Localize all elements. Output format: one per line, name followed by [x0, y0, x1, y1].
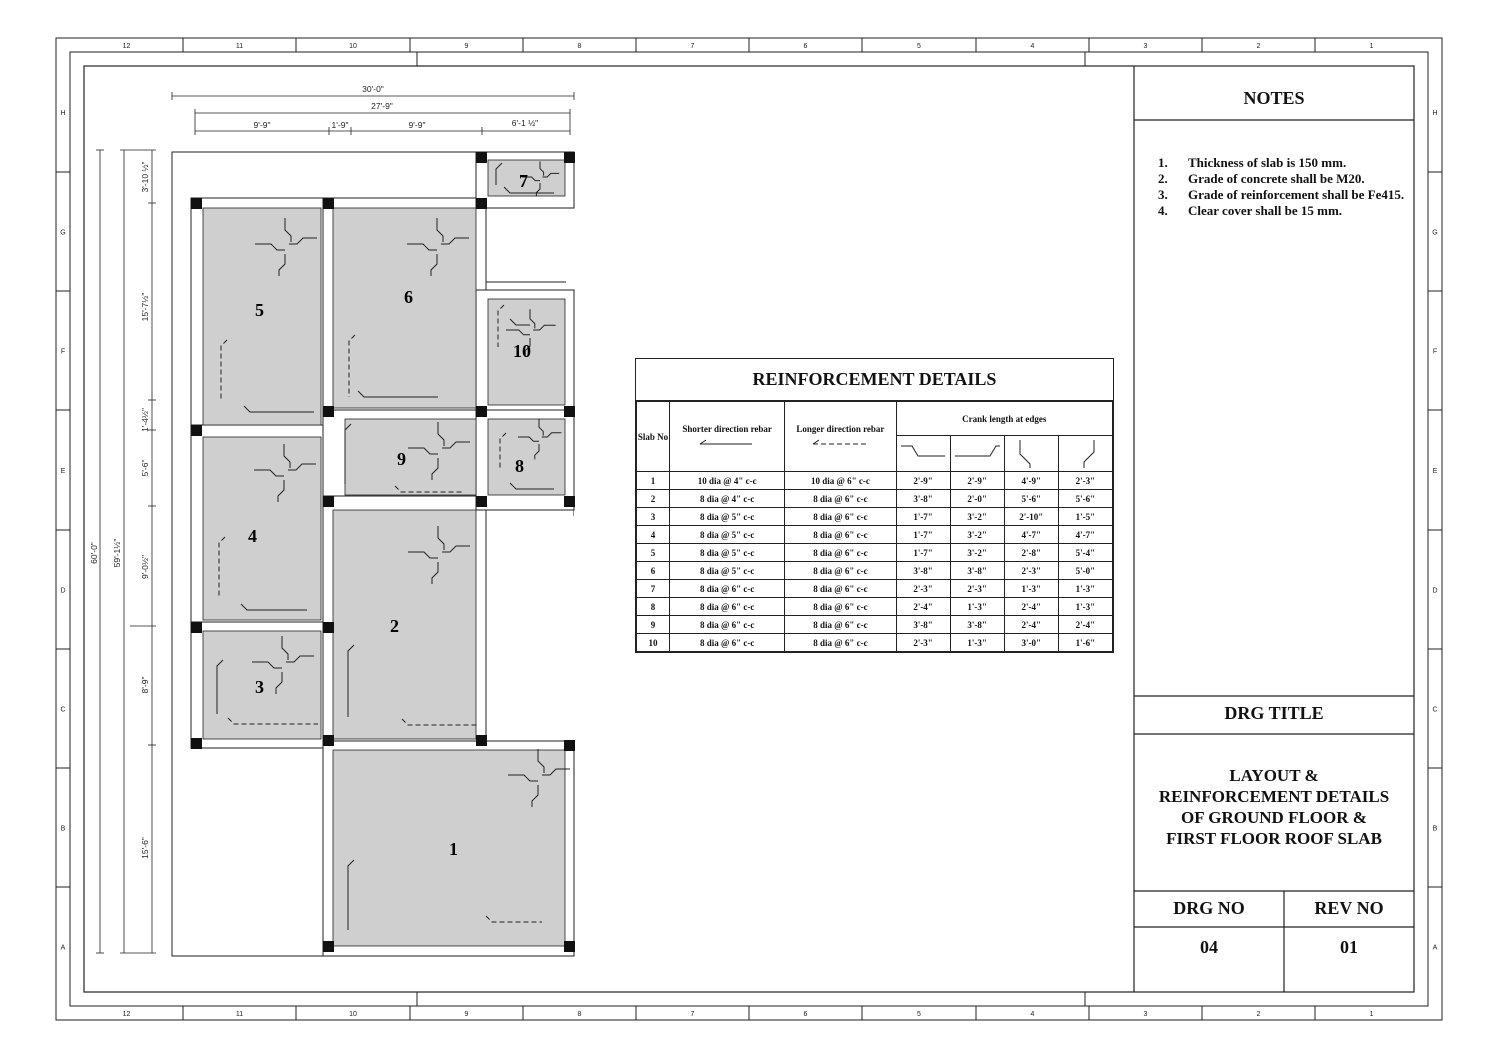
drawing-title: LAYOUT & REINFORCEMENT DETAILS OF GROUND FLOOR & FIRST FLOOR ROOF SLAB: [1158, 766, 1390, 848]
table-cell: 4'-9": [1004, 472, 1058, 490]
column: [323, 941, 334, 952]
grid-col-label: 5: [917, 43, 921, 50]
table-cell: 2: [637, 490, 670, 508]
table-cell: 8 dia @ 6" c-c: [670, 634, 785, 652]
grid-row-label: G: [60, 229, 66, 237]
table-cell: 8 dia @ 6" c-c: [785, 580, 896, 598]
grid-col-label: 4: [1030, 43, 1035, 50]
grid-row-label: A: [60, 944, 66, 952]
note-item: 1. Thickness of slab is 150 mm.: [1158, 155, 1347, 170]
table-cell: 1'-3": [1058, 598, 1112, 616]
table-cell: 5'-6": [1004, 490, 1058, 508]
grid-col-label: 12: [122, 1011, 131, 1018]
reinforcement-table-title: REINFORCEMENT DETAILS: [636, 359, 1113, 401]
grid-col-label: 10: [349, 1011, 357, 1018]
header-slab-no: Slab No: [637, 402, 670, 472]
table-row: [637, 580, 1113, 598]
note-item: 4. Clear cover shall be 15 mm.: [1158, 203, 1343, 218]
grid-col-label: 10: [349, 43, 357, 50]
crank-top-icon: [1004, 436, 1058, 472]
crank-left-icon: [896, 436, 950, 472]
column: [564, 406, 575, 417]
grid-col-label: 3: [1143, 1011, 1148, 1018]
horizontal-dimensions: [172, 92, 574, 135]
slab-label-1: 1: [449, 839, 458, 859]
grid-row-label: D: [1432, 587, 1438, 595]
table-cell: 8 dia @ 5" c-c: [670, 526, 785, 544]
slab-label-10: 10: [513, 341, 531, 361]
table-cell: 8 dia @ 6" c-c: [785, 490, 896, 508]
table-cell: 8 dia @ 5" c-c: [670, 562, 785, 580]
table-cell: 10: [637, 634, 670, 652]
table-cell: 1'-3": [1058, 580, 1112, 598]
table-cell: 8 dia @ 6" c-c: [670, 598, 785, 616]
table-cell: 2'-3": [896, 580, 950, 598]
table-cell: 2'-4": [896, 598, 950, 616]
header-crank: Crank length at edges: [896, 402, 1112, 436]
table-cell: 2'-4": [1058, 616, 1112, 634]
dim-seg3: 9'-9": [408, 120, 426, 130]
rev-no-value: 01: [1340, 937, 1358, 957]
table-cell: 8 dia @ 4" c-c: [670, 490, 785, 508]
grid-col-label: 9: [464, 1011, 469, 1018]
table-cell: 2'-4": [1004, 616, 1058, 634]
table-cell: 2'-8": [1004, 544, 1058, 562]
slab-label-4: 4: [248, 526, 257, 546]
drg-no-label: DRG NO: [1173, 898, 1245, 918]
column: [564, 152, 575, 163]
table-row: [637, 616, 1113, 634]
table-cell: 2'-4": [1004, 598, 1058, 616]
column: [191, 622, 202, 633]
table-cell: 3'-8": [950, 616, 1004, 634]
slab-2: [333, 510, 476, 739]
grid-row-label: E: [60, 468, 66, 475]
drg-title-label: DRG TITLE: [1224, 703, 1324, 723]
table-row: [637, 544, 1113, 562]
table-cell: 5: [637, 544, 670, 562]
table-cell: 3: [637, 508, 670, 526]
dim-inner-width: 27'-9": [371, 101, 393, 111]
table-cell: 8 dia @ 6" c-c: [785, 634, 896, 652]
table-cell: 2'-9": [950, 472, 1004, 490]
column: [476, 735, 487, 746]
column: [323, 735, 334, 746]
table-cell: 1'-3": [950, 598, 1004, 616]
dim-h6: 8'-9": [140, 676, 150, 694]
grid-row-label: B: [60, 825, 66, 833]
grid-col-label: 4: [1030, 1011, 1035, 1018]
slab-label-7: 7: [519, 171, 528, 191]
slab-label-6: 6: [404, 287, 413, 307]
dim-h7: 15'-6": [140, 837, 150, 859]
table-cell: 2'-9": [896, 472, 950, 490]
dim-h4: 5'-6": [140, 459, 150, 477]
grid-row-label: A: [1432, 944, 1438, 952]
table-row: [637, 562, 1113, 580]
table-cell: 1'-5": [1058, 508, 1112, 526]
grid-row-label: F: [60, 348, 66, 356]
grid-col-label: 11: [235, 1011, 244, 1018]
table-cell: 2'-3": [896, 634, 950, 652]
reinforcement-grid: [636, 401, 1113, 652]
column: [476, 406, 487, 417]
table-cell: 2'-0": [950, 490, 1004, 508]
column: [476, 198, 487, 209]
dim-inner-height: 59'-1½": [112, 538, 122, 568]
table-cell: 8 dia @ 6" c-c: [785, 526, 896, 544]
table-cell: 8 dia @ 5" c-c: [670, 544, 785, 562]
table-cell: 1'-6": [1058, 634, 1112, 652]
column: [323, 198, 334, 209]
table-cell: 8 dia @ 6" c-c: [785, 508, 896, 526]
table-cell: 1: [637, 472, 670, 490]
drg-no-value: 04: [1200, 937, 1218, 957]
note-item: 2. Grade of concrete shall be M20.: [1158, 171, 1365, 186]
column: [323, 622, 334, 633]
grid-col-label: 6: [803, 1011, 808, 1018]
reinforcement-table: [635, 358, 1114, 653]
grid-col-label: 8: [577, 1011, 582, 1018]
slab-label-9: 9: [397, 449, 406, 469]
table-cell: 1'-7": [896, 508, 950, 526]
note-item: 3. Grade of reinforcement shall be Fe415.: [1158, 187, 1405, 202]
table-cell: 4'-7": [1004, 526, 1058, 544]
grid-col-label: 8: [577, 43, 582, 50]
grid-col-label: 7: [690, 43, 695, 50]
table-cell: 1'-3": [950, 634, 1004, 652]
grid-col-label: 2: [1256, 43, 1261, 50]
table-cell: 8 dia @ 6" c-c: [670, 580, 785, 598]
grid-row-label: C: [60, 706, 66, 714]
notes-list: [1158, 155, 1408, 219]
dim-h3: 1'-4½": [140, 407, 150, 433]
grid-col-label: 2: [1256, 1011, 1261, 1018]
table-cell: 8: [637, 598, 670, 616]
table-cell: 1'-7": [896, 526, 950, 544]
grid-row-label: G: [1432, 229, 1438, 237]
shorter-rebar-icon: [692, 434, 762, 448]
table-cell: 1'-7": [896, 544, 950, 562]
table-cell: 3'-2": [950, 544, 1004, 562]
table-row: [637, 508, 1113, 526]
grid-col-label: 9: [464, 43, 469, 50]
grid-row-label: F: [1432, 348, 1438, 356]
header-longer: Longer direction rebar: [785, 402, 896, 472]
grid-row-label: E: [1432, 468, 1438, 475]
notes-title: NOTES: [1243, 88, 1305, 108]
table-row: [637, 598, 1113, 616]
header-shorter: Shorter direction rebar: [670, 402, 785, 472]
table-cell: 10 dia @ 4" c-c: [670, 472, 785, 490]
table-cell: 5'-4": [1058, 544, 1112, 562]
table-cell: 6: [637, 562, 670, 580]
dim-h1: 3'-10 ½": [140, 161, 150, 193]
table-cell: 3'-0": [1004, 634, 1058, 652]
table-cell: 3'-8": [950, 562, 1004, 580]
table-cell: 2'-10": [1004, 508, 1058, 526]
table-row: [637, 490, 1113, 508]
column: [476, 152, 487, 163]
crank-bottom-icon: [1058, 436, 1112, 472]
column: [564, 740, 575, 751]
table-cell: 8 dia @ 6" c-c: [670, 616, 785, 634]
column: [564, 496, 575, 507]
table-cell: 5'-0": [1058, 562, 1112, 580]
grid-row-label: C: [1432, 706, 1438, 714]
longer-rebar-icon: [805, 434, 875, 448]
table-cell: 3'-8": [896, 616, 950, 634]
slab-9: [345, 419, 476, 495]
slab-label-3: 3: [255, 677, 264, 697]
table-cell: 2'-3": [1004, 562, 1058, 580]
dim-seg2: 1'-9": [331, 120, 349, 130]
grid-col-label: 1: [1369, 43, 1374, 50]
table-row: [637, 526, 1113, 544]
table-cell: 3'-2": [950, 508, 1004, 526]
table-row: [637, 634, 1113, 652]
column: [323, 406, 334, 417]
grid-col-label: 5: [917, 1011, 921, 1018]
grid-row-label: H: [1432, 110, 1438, 117]
column: [564, 941, 575, 952]
column: [191, 198, 202, 209]
table-cell: 3'-8": [896, 562, 950, 580]
table-cell: 10 dia @ 6" c-c: [785, 472, 896, 490]
table-cell: 8 dia @ 6" c-c: [785, 544, 896, 562]
table-cell: 4'-7": [1058, 526, 1112, 544]
table-cell: 7: [637, 580, 670, 598]
table-cell: 8 dia @ 5" c-c: [670, 508, 785, 526]
column: [476, 496, 487, 507]
grid-row-label: B: [1432, 825, 1438, 833]
column: [323, 496, 334, 507]
column: [191, 425, 202, 436]
rev-no-label: REV NO: [1314, 898, 1384, 918]
dim-seg4: 6'-1 ½": [511, 118, 539, 128]
grid-row-label: H: [60, 110, 66, 117]
grid-col-label: 1: [1369, 1011, 1374, 1018]
table-cell: 8 dia @ 6" c-c: [785, 562, 896, 580]
table-cell: 9: [637, 616, 670, 634]
grid-col-label: 3: [1143, 43, 1148, 50]
grid-col-label: 6: [803, 43, 808, 50]
table-cell: 2'-3": [950, 580, 1004, 598]
crank-right-icon: [950, 436, 1004, 472]
dim-overall-height: 60'-0": [89, 542, 99, 564]
slab-label-5: 5: [255, 300, 264, 320]
dim-overall-width: 30'-0": [362, 84, 384, 94]
grid-col-label: 12: [122, 43, 131, 50]
dim-h2: 15'-7½": [140, 292, 150, 322]
grid-row-label: D: [60, 587, 66, 595]
vertical-dimensions: [96, 150, 156, 953]
table-cell: 4: [637, 526, 670, 544]
dim-seg1: 9'-9": [253, 120, 271, 130]
table-cell: 8 dia @ 6" c-c: [785, 616, 896, 634]
table-cell: 8 dia @ 6" c-c: [785, 598, 896, 616]
table-cell: 1'-3": [1004, 580, 1058, 598]
table-cell: 2'-3": [1058, 472, 1112, 490]
dim-h5: 9'-0½": [140, 554, 150, 580]
table-row: [637, 472, 1113, 490]
slab-label-8: 8: [515, 456, 524, 476]
table-cell: 3'-2": [950, 526, 1004, 544]
grid-col-label: 11: [235, 43, 244, 50]
table-cell: 3'-8": [896, 490, 950, 508]
slab-label-2: 2: [390, 616, 399, 636]
table-cell: 5'-6": [1058, 490, 1112, 508]
column: [191, 738, 202, 749]
grid-col-label: 7: [690, 1011, 695, 1018]
